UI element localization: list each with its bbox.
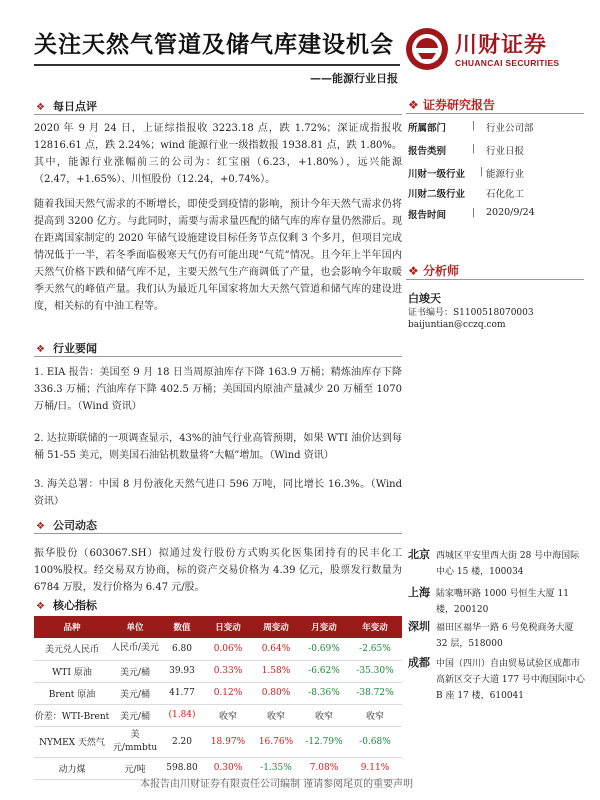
cell-unit: 美元/mmbtu	[110, 726, 160, 757]
table-row	[34, 704, 402, 726]
info-separator: |	[472, 143, 476, 154]
cell-value: 41.77	[160, 682, 204, 704]
cell-name: Brent 原油	[34, 682, 110, 704]
info-row-department	[408, 120, 583, 140]
cell-week-change: 0.80%	[252, 682, 300, 704]
cell-week-change: 16.76%	[252, 726, 300, 757]
info-key: 所属部门	[408, 123, 447, 134]
page-footer-disclaimer: 本报告由川财证券有限责任公司编制 谨请参阅尾页的重要声明	[140, 779, 414, 790]
column-header: 数值	[160, 616, 204, 638]
column-header: 品种	[34, 616, 110, 638]
analyst-name: 白竣天	[408, 292, 441, 305]
chuancai-logo-icon	[404, 26, 450, 72]
cell-unit: 元/吨	[110, 757, 160, 779]
column-header: 周变动	[252, 616, 300, 638]
column-header: 月变动	[300, 616, 348, 638]
info-separator: |	[480, 166, 484, 177]
cell-value: 6.80	[160, 638, 204, 660]
info-value: 行业日报	[486, 146, 525, 157]
cell-name: 价差：WTI-Brent	[34, 704, 110, 726]
cell-day-change: 0.30%	[204, 757, 252, 779]
core-indicators-table	[34, 616, 402, 780]
info-value: 2020/9/24	[486, 207, 535, 218]
cell-year-change: 收窄	[348, 704, 402, 726]
sidebar-analyst-title: ❖ 分析师	[408, 264, 459, 278]
table-header-row	[34, 616, 402, 638]
cell-day-change: 18.97%	[204, 726, 252, 757]
cell-name: 动力煤	[34, 757, 110, 779]
industry-news-item-2: 2. 达拉斯联储的一项调查显示，43%的油气行业高管预期，如果 WTI 油价达到每桶 51-55 美元，则美国石油钻机数量将“大幅”增加。（Wind 资讯）	[34, 433, 402, 461]
title-underline	[34, 64, 400, 66]
cell-year-change: -2.65%	[348, 638, 402, 660]
column-header: 年变动	[348, 616, 402, 638]
cell-unit: 人民币/美元	[110, 638, 160, 660]
office-address-shenzhen: 福田区福华一路 6 号免税商务大厦 32 层，518000	[436, 623, 574, 649]
diamond-bullet-icon: ❖	[408, 98, 423, 112]
cell-year-change: 9.11%	[348, 757, 402, 779]
cell-week-change: 收窄	[252, 704, 300, 726]
daily-review-paragraph-2: 随着我国天然气需求的不断增长，即使受到疫情的影响，预计今年天然气需求仍将提高到 3200 亿方。与此同时，需要与需求量匹配的储气库的库存量仍然滞后。现在距离国家制定的 2020 年储气设施建设目标任务节点仅剩 3 个多月，但项目完成情况低于一半，若冬季面临极寒天气仍有可能出现“气荒”情况。且今年上半年国内天然气价格下跌和储气库不足，主要天然气生产商调低了产量，也会影响今年取暖季天然气的峰值产量。我们认为最近几年国家将加大天然气管道和储气库的建设进度，相关标的有中油工程等。	[34, 199, 402, 312]
cell-month-change: -0.69%	[300, 638, 348, 660]
industry-news-item-1: 1. EIA 报告：美国至 9 月 18 日当周原油库存下降 163.9 万桶；精炼油库存下降 336.3 万桶；汽油库存下降 402.5 万桶；美国国内原油产量减少 20 万桶至 1070 万桶/日。（Wind 资讯）	[34, 367, 402, 412]
cell-week-change: 1.58%	[252, 660, 300, 682]
office-city-beijing: 北京	[408, 548, 430, 561]
sidebar-divider	[406, 279, 584, 280]
diamond-bullet-icon: ❖	[36, 102, 45, 113]
office-address-chengdu: 中国（四川）自由贸易试验区成都市高新区交子大道 177 号中海国际中心 B 座 17 楼，610041	[436, 659, 585, 701]
info-key: 川财二级行业	[408, 189, 466, 200]
info-row-industry-2	[408, 186, 583, 206]
office-address-beijing: 西城区平安里西大街 28 号中海国际中心 15 楼，100034	[436, 551, 580, 577]
cell-day-change: 收窄	[204, 704, 252, 726]
diamond-bullet-icon: ❖	[36, 344, 45, 355]
column-header: 日变动	[204, 616, 252, 638]
info-row-industry-1	[408, 166, 583, 186]
info-separator: |	[472, 207, 476, 218]
section-company-news-title: ❖ 公司动态	[36, 519, 97, 532]
cell-month-change: -12.79%	[300, 726, 348, 757]
cell-week-change: 0.64%	[252, 638, 300, 660]
office-address-shanghai: 陆家嘴环路 1000 号恒生大厦 11 楼，200120	[436, 589, 569, 615]
table-row	[34, 638, 402, 660]
cell-name: WTI 原油	[34, 660, 110, 682]
analyst-email[interactable]: baijuntian@cczq.com	[408, 320, 506, 330]
cell-year-change: -0.68%	[348, 726, 402, 757]
column-header: 单位	[110, 616, 160, 638]
info-key: 川财一级行业	[408, 169, 466, 180]
cell-unit: 美元/桶	[110, 704, 160, 726]
cell-unit: 美元/桶	[110, 682, 160, 704]
sidebar-divider	[406, 113, 584, 114]
report-subtitle: ——能源行业日报	[310, 72, 398, 85]
section-industry-news-title: ❖ 行业要闻	[36, 342, 97, 355]
cell-month-change: 收窄	[300, 704, 348, 726]
cell-month-change: -8.36%	[300, 682, 348, 704]
cell-year-change: -35.30%	[348, 660, 402, 682]
info-key: 报告时间	[408, 210, 447, 221]
company-logo	[404, 26, 574, 72]
industry-news-item-3: 3. 海关总署：中国 8 月份液化天然气进口 596 万吨，同比增长 16.3%。（Wind 资讯）	[34, 479, 402, 507]
cell-value: (1.84)	[160, 704, 204, 726]
office-city-shanghai: 上海	[408, 586, 430, 599]
info-row-category	[408, 143, 583, 163]
logo-english-name: CHUANCAI SECURITIES	[455, 58, 560, 68]
section-indicators-title: ❖ 核心指标	[36, 599, 97, 612]
office-city-chengdu: 成都	[408, 656, 430, 669]
cell-value: 598.80	[160, 757, 204, 779]
diamond-bullet-icon: ❖	[36, 601, 45, 612]
cell-name: 美元兑人民币	[34, 638, 110, 660]
table-row	[34, 726, 402, 757]
section-daily-review-title: ❖ 每日点评	[36, 100, 97, 113]
info-value: 石化化工	[486, 189, 525, 200]
section-divider	[34, 114, 402, 115]
cell-name: NYMEX 天然气	[34, 726, 110, 757]
logo-chinese-name: 川财证券	[455, 33, 548, 58]
cell-month-change: 7.08%	[300, 757, 348, 779]
info-row-date	[408, 207, 583, 227]
sidebar-report-title: ❖ 证券研究报告	[408, 98, 495, 112]
report-title: 关注天然气管道及储气库建设机会	[34, 32, 394, 58]
table-row	[34, 682, 402, 704]
info-separator: |	[472, 120, 476, 131]
cell-value: 2.20	[160, 726, 204, 757]
info-value: 能源行业	[486, 169, 525, 180]
table-row	[34, 660, 402, 682]
diamond-bullet-icon: ❖	[36, 521, 45, 532]
cell-month-change: -6.62%	[300, 660, 348, 682]
cell-year-change: -38.72%	[348, 682, 402, 704]
cell-day-change: 0.06%	[204, 638, 252, 660]
daily-review-paragraph-1: 2020 年 9 月 24 日，上证综指报收 3223.18 点，跌 1.72%；深证成指报收 12816.61 点，跌 2.24%；wind 能源行业一级指数报 1938.81 点，跌 1.80%。其中，能源行业涨幅前三的公司为：红宝丽（6.23，+1.80%），远兴能源（2.47，+1.65%）、川恒股份（12.24，+0.74%）。	[34, 123, 402, 185]
section-divider	[34, 356, 402, 357]
analyst-certificate: 证书编号：S1100518070003	[408, 308, 534, 318]
info-key: 报告类别	[408, 146, 447, 157]
cell-day-change: 0.12%	[204, 682, 252, 704]
cell-unit: 美元/桶	[110, 660, 160, 682]
info-value: 行业公司部	[486, 123, 534, 134]
office-city-shenzhen: 深圳	[408, 620, 430, 633]
company-news-paragraph: 振华股份（603067.SH）拟通过发行股份方式购买化医集团持有的民丰化工 100%股权。经交易双方协商，标的资产交易价格为 4.39 亿元，股票发行数量为 6784 万股，发行价格为 6.47 元/股。	[34, 548, 402, 593]
section-divider	[34, 533, 402, 534]
cell-week-change: -1.35%	[252, 757, 300, 779]
cell-value: 39.93	[160, 660, 204, 682]
cell-day-change: 0.33%	[204, 660, 252, 682]
diamond-bullet-icon: ❖	[408, 264, 423, 278]
